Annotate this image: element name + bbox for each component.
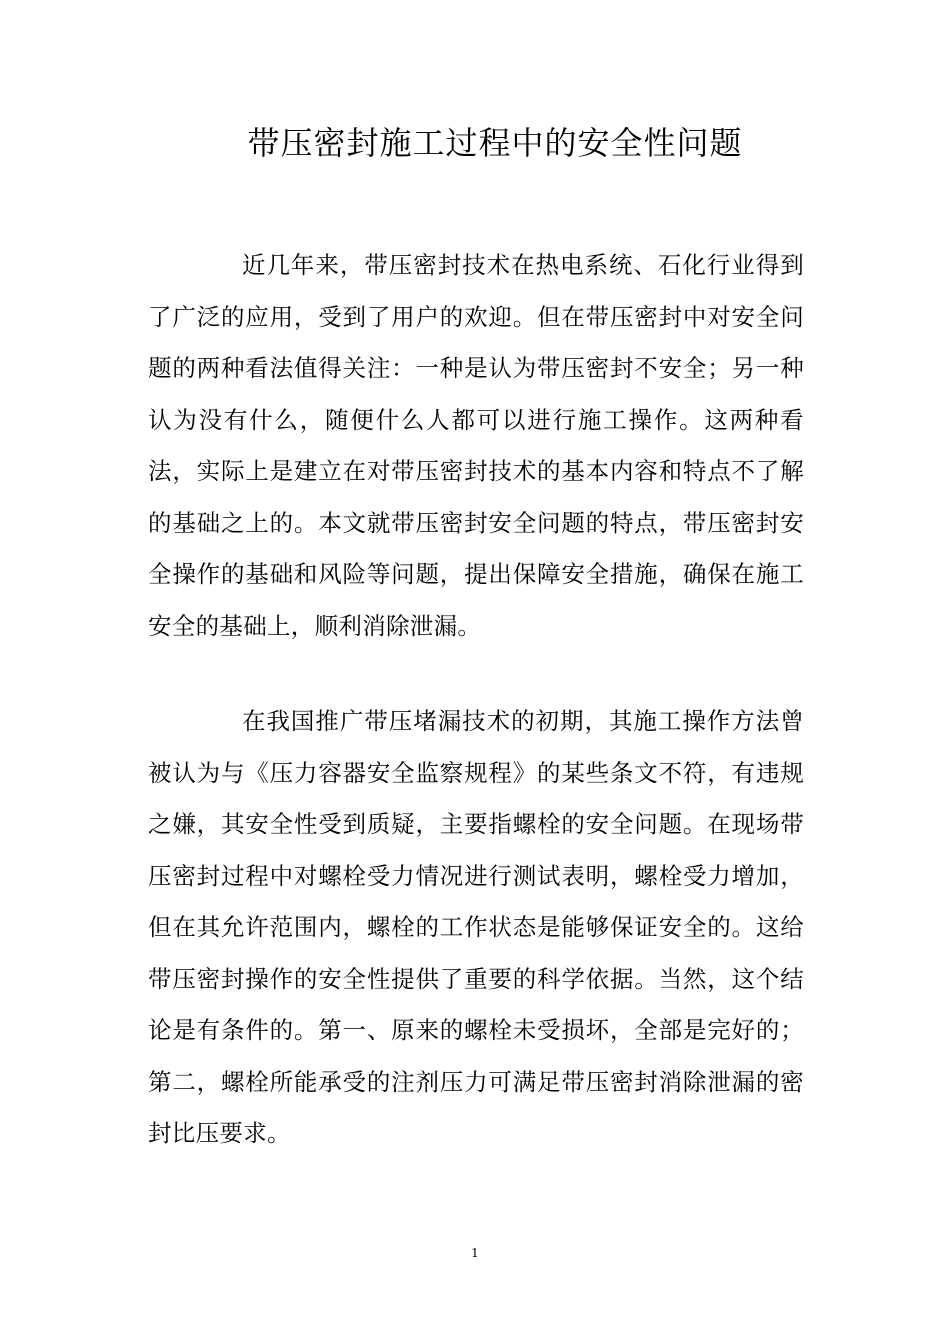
paragraph-bolt-safety: 在我国推广带压堵漏技术的初期，其施工操作方法曾被认为与《压力容器安全监察规程》的某些条文不符，有违规之嫌，其安全性受到质疑，主要指螺栓的安全问题。在现场带压密封过程中对螺栓受力情况进行测试表明，螺栓受力增加，但在其允许范围内，螺栓的工作状态是能够保证安全的。这给带压密封操作的安全性提供了重要的科学依据。当然，这个结论是有条件的。第一、原来的螺栓未受损坏，全部是完好的；第二，螺栓所能承受的注剂压力可满足带压密封消除泄漏的密封比压要求。 (148, 707, 804, 1147)
page-number: 1 (471, 1246, 479, 1260)
document-title: 带压密封施工过程中的安全性问题 (247, 124, 743, 162)
paragraph-intro: 近几年来，带压密封技术在热电系统、石化行业得到了广泛的应用，受到了用户的欢迎。但在带压密封中对安全问题的两种看法值得关注：一种是认为带压密封不安全；另一种认为没有什么，随便什么人都可以进行施工操作。这两种看法，实际上是建立在对带压密封技术的基本内容和特点不了解的基础之上的。本文就带压密封安全问题的特点，带压密封安全操作的基础和风险等问题，提出保障安全措施，确保在施工安全的基础上，顺利消除泄漏。 (148, 251, 804, 640)
